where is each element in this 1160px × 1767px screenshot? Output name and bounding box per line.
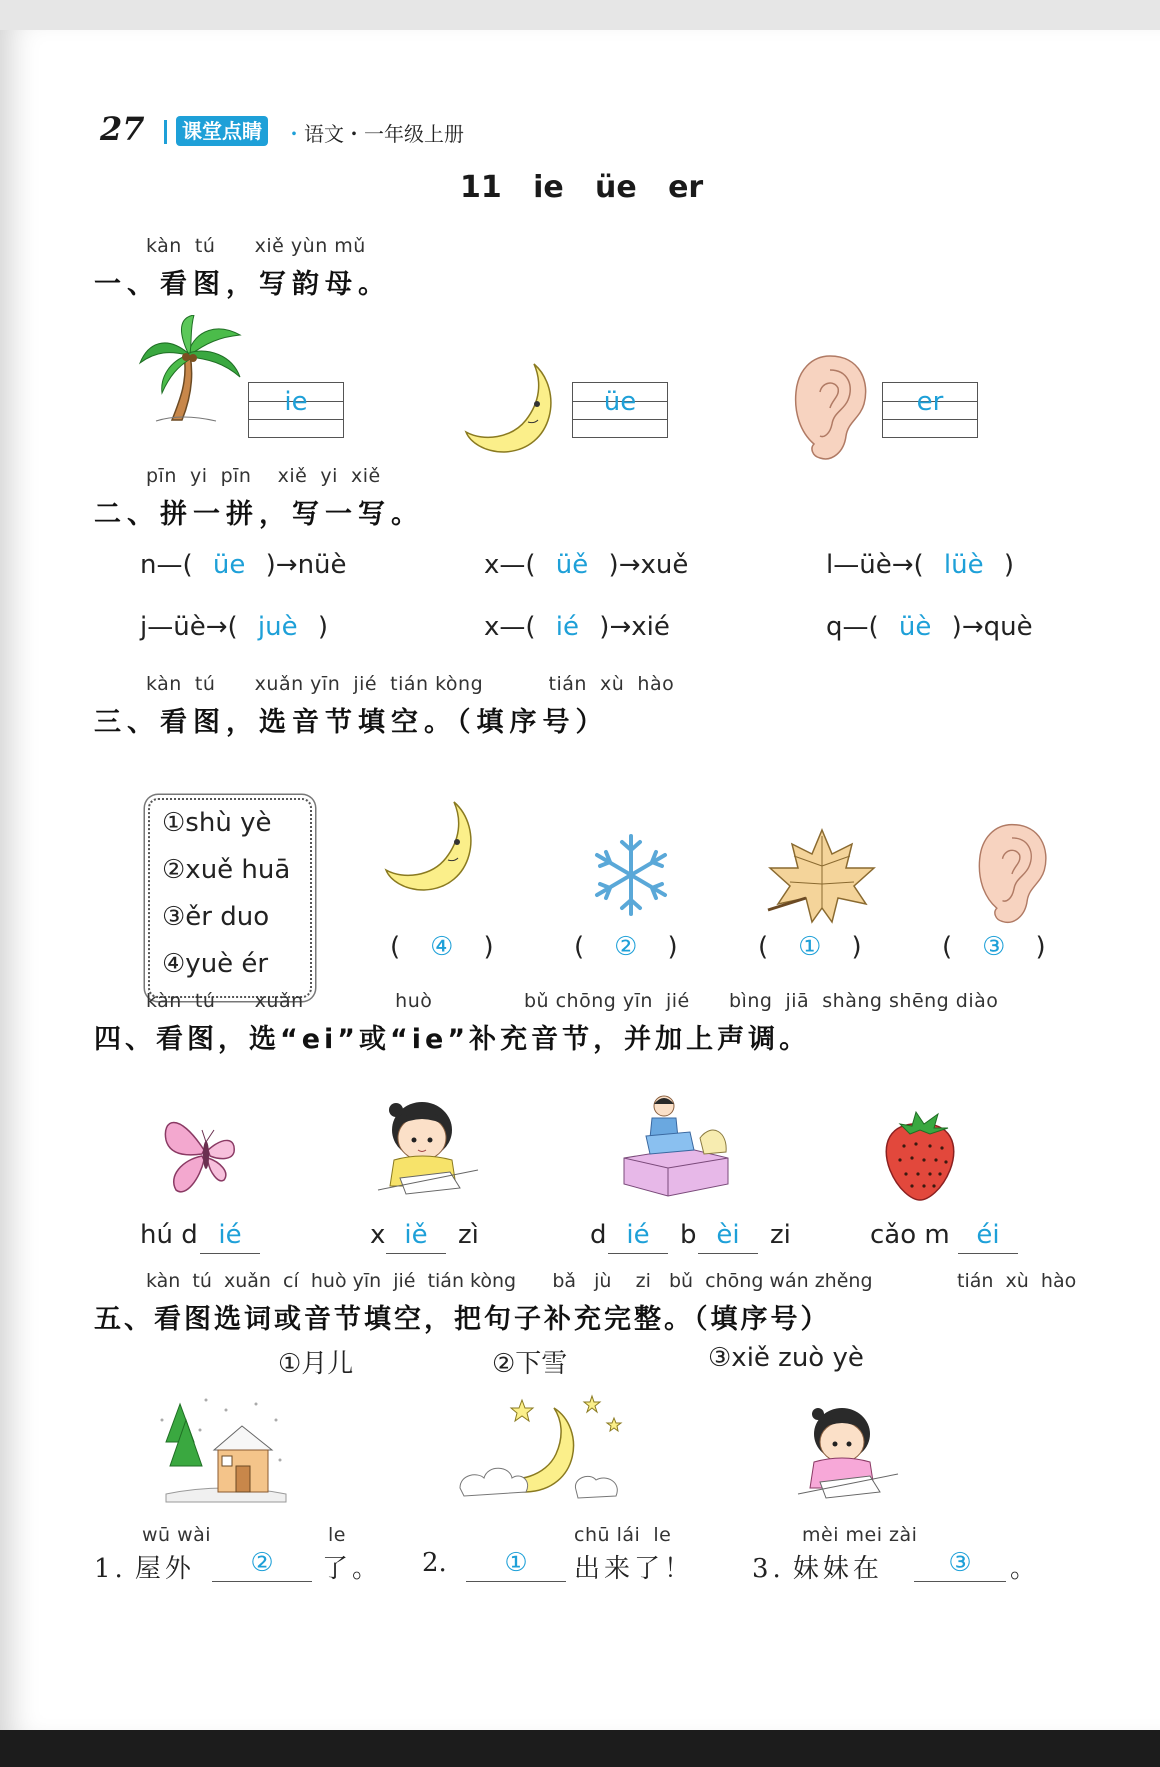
s5-sentence-3-lead [752,1548,883,1585]
s2-item-4-answer: juè [257,612,298,642]
s4-pinyin: kàn tú xuǎn huò bǔ chōng yīn jié bìng jiā shàng shēng diào [146,990,999,1012]
s5-sentence-2-text-b: 出来了！ [574,1554,695,1584]
s5-sentence-1-blank: ② [212,1548,312,1582]
s1-answer-box-2 [572,382,668,438]
s5-option-2: ②下雪 [492,1349,568,1379]
workbook-page [0,30,1160,1730]
s3-answer-1 [390,932,494,962]
s5-sentence-1-lead [94,1548,195,1585]
s5-sentence-2-num: 2. [422,1548,447,1578]
girl-doing-homework-icon [790,1396,900,1506]
bottom-bar [0,1730,1160,1767]
s4-word-2-blank: iě [386,1220,446,1254]
ear-icon [790,352,870,464]
s2-item-3-answer: lüè [943,550,984,580]
s5-heading: 五、看图选词或音节填空，把句子补充完整。（填序号） [94,1304,831,1335]
s2-item-5-answer: ié [555,612,580,642]
s3-option-box [148,798,312,998]
s2-item-2-answer: üě [555,550,589,580]
s2-item-2 [484,550,688,580]
s3-answer-1-value: ④ [430,932,454,962]
s1-answer-box-1 [248,382,344,438]
s4-word-1-blank: ié [200,1220,260,1254]
s4-word-3-blank-2: èi [698,1220,758,1254]
s4-word-4-a: cǎo m [870,1220,950,1250]
moon-and-stars-icon [456,1392,632,1508]
s5-sentence-1-text-a: 屋外 [134,1554,195,1584]
s3-option-2: ②xuě huā [162,855,291,885]
s2-item-5 [484,612,670,642]
s3-answer-3-value: ① [798,932,822,962]
s2-item-3-pre: l—üè→( [826,550,924,580]
s3-paren-close: ) [483,932,494,962]
book-title-text: 语文・一年级上册 [304,122,464,146]
s4-word-2-b: zì [458,1220,479,1250]
s2-item-6-post: )→què [951,612,1033,642]
ear-icon [974,818,1050,930]
s5-sentence-3-text-a: 妹妹在 [792,1554,883,1584]
s4-word-2-a: x [370,1220,386,1250]
page-number: 27 [100,110,145,148]
s2-item-5-post: )→xié [599,612,670,642]
s3-answer-4 [942,932,1046,962]
s3-answer-2-value: ② [614,932,638,962]
s5-option-1: ①月儿 [278,1349,354,1379]
snowy-house-icon [156,1390,292,1506]
s3-paren-open: ( [758,932,769,962]
s5-sentence-2-pinyin-b: chū lái le [574,1524,672,1546]
s4-word-1-a: hú d [140,1220,198,1250]
s1-answer-3: er [916,387,944,417]
s2-item-2-post: )→xuě [608,550,689,580]
maple-leaf-icon [762,826,882,936]
s2-item-3-post: ) [1003,550,1015,580]
s3-paren-close: ) [667,932,678,962]
s5-sentence-1-pinyin-a: wū wài [142,1524,212,1546]
s3-paren-open: ( [390,932,401,962]
s3-answer-3 [758,932,862,962]
book-title: ・语文・一年级上册 [284,122,464,146]
s1-answer-2: üe [603,387,637,417]
strawberry-icon [880,1104,960,1204]
brand-badge: 课堂点睛 [176,116,268,146]
s5-pinyin: kàn tú xuǎn cí huò yīn jié tián kòng bǎ jù zi bǔ chōng wán zhěng tián xù hào [146,1270,1077,1292]
crescent-moon-icon [464,360,564,460]
s4-word-4-blank: éi [958,1220,1018,1254]
s5-sentence-2-blank: ① [466,1548,566,1582]
s5-sentence-3-num: 3. [752,1554,785,1584]
s3-option-1: ①shù yè [162,808,272,838]
s2-item-1-pre: n—( [140,550,193,580]
s2-item-6-pre: q—( [826,612,879,642]
s3-paren-close: ) [1035,932,1046,962]
boy-on-bed-icon [616,1092,734,1202]
s1-pinyin: kàn tú xiě yùn mǔ [146,235,366,257]
s1-answer-box-3 [882,382,978,438]
s5-sentence-3-blank: ③ [914,1548,1006,1582]
s3-option-3: ③ěr duo [162,902,270,932]
girl-writing-icon [370,1090,480,1200]
s2-item-1-post: )→nüè [265,550,347,580]
s2-item-6-answer: üè [898,612,932,642]
s5-option-3: ③xiě zuò yè [708,1343,864,1373]
header-divider [164,120,167,144]
s2-pinyin: pīn yi pīn xiě yi xiě [146,465,381,487]
s4-word-3-c: zi [770,1220,791,1250]
s2-heading: 二、拼一拼，写一写。 [94,499,424,530]
s5-sentence-1-pinyin-b: le [328,1524,346,1546]
s3-option-4: ④yuè ér [162,949,269,979]
s2-item-1 [140,550,347,580]
s2-item-4-post: ) [317,612,329,642]
s2-item-5-pre: x—( [484,612,536,642]
s5-sentence-1-num: 1. [94,1554,127,1584]
s3-answer-4-value: ③ [982,932,1006,962]
s2-item-4-pre: j—üè→( [140,612,238,642]
s3-paren-open: ( [574,932,585,962]
s1-answer-1: ie [284,387,308,417]
palm-tree-icon [136,315,246,425]
lesson-title: 11 ie üe er [460,170,704,205]
s5-sentence-1-text-b: 了。 [322,1554,383,1584]
s5-sentence-3-pinyin-a: mèi mei zài [802,1524,918,1546]
crescent-moon-icon [384,798,484,898]
butterfly-icon [158,1100,254,1200]
s1-heading: 一、看图，写韵母。 [94,269,391,300]
s4-word-3-blank-1: ié [608,1220,668,1254]
s2-item-3 [826,550,1014,580]
s3-answer-2 [574,932,678,962]
s2-item-6 [826,612,1033,642]
s3-paren-open: ( [942,932,953,962]
s3-heading: 三、看图，选音节填空。（填序号） [94,707,609,738]
s2-item-4 [140,612,328,642]
s2-item-1-answer: üe [212,550,246,580]
s4-word-3-b: b [680,1220,697,1250]
s4-heading: 四、看图，选“ei”或“ie”补充音节，并加上声调。 [94,1024,811,1055]
s2-item-2-pre: x—( [484,550,536,580]
snowflake-icon [586,830,676,920]
s4-word-3-a: d [590,1220,607,1250]
s3-pinyin: kàn tú xuǎn yīn jié tián kòng tián xù hào [146,673,675,695]
s5-sentence-3-text-b: 。 [1010,1554,1037,1584]
s3-paren-close: ) [851,932,862,962]
